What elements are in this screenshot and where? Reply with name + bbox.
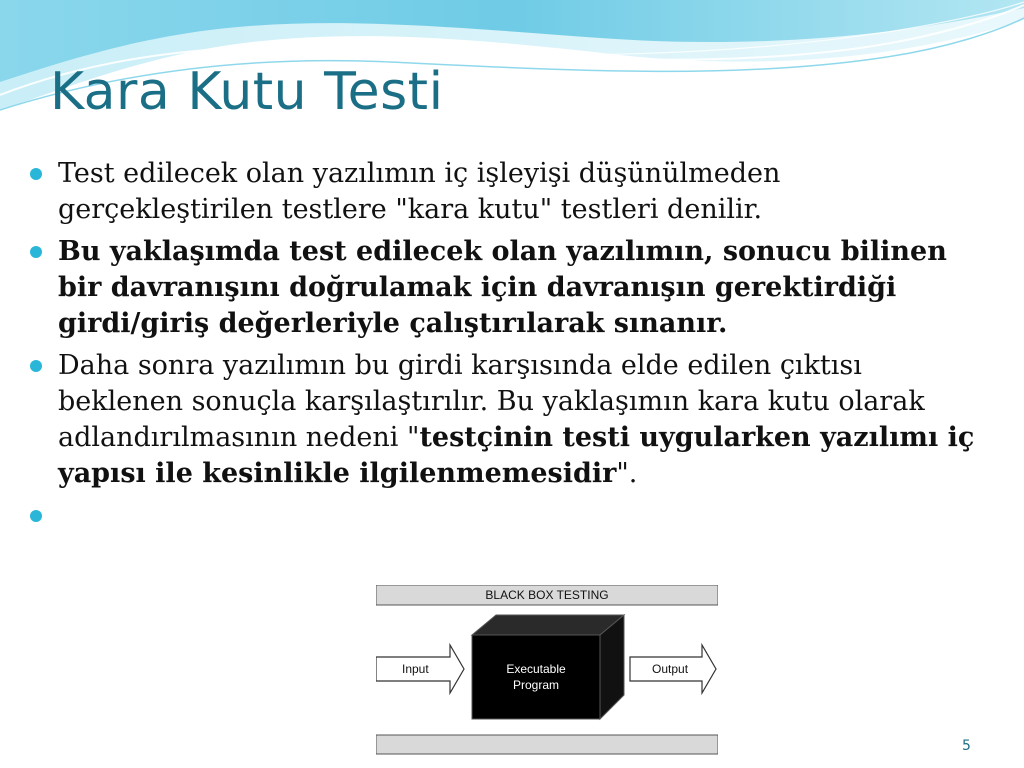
output-label: Output <box>652 662 689 676</box>
bullet-item <box>30 348 990 492</box>
bullet-dot-icon <box>30 510 42 522</box>
cube-top <box>472 615 624 635</box>
bullet-dot-icon <box>30 168 42 180</box>
diagram-footer-bar <box>376 735 718 754</box>
input-label: Input <box>402 662 429 676</box>
diagram-header-text: BLACK BOX TESTING <box>485 588 609 602</box>
black-box-diagram <box>376 585 718 755</box>
bullet-item <box>30 156 990 228</box>
box-label-line1: Executable <box>506 662 566 676</box>
bullet-item-empty <box>30 498 990 534</box>
bullet-item <box>30 234 990 342</box>
box-label-line2: Program <box>512 678 560 692</box>
bullet-text: Test edilecek olan yazılımın iç işleyişi düşünülmeden gerçekleştirilen testlere "kara kutu" testleri denilir. <box>58 158 781 225</box>
bullet-text-bold: testçinin testi uygularken yazılımı iç yapısı ile kesinlikle ilgilenmemesidir <box>58 422 975 489</box>
page-number: 5 <box>962 738 971 754</box>
slide-title: Kara Kutu Testi <box>50 62 444 122</box>
bullet-text: Bu yaklaşımda test edilecek olan yazılımın, sonucu bilinen bir davranışını doğrulamak için davranışın gerektirdiği girdi/giriş değerleriyle çalıştırılarak sınanır. <box>58 236 947 339</box>
bullet-text-after: ". <box>616 458 638 489</box>
bullet-text-before: Daha sonra yazılımın bu girdi karşısında elde edilen çıktısı beklenen sonuçla karşılaştırılır. Bu yaklaşımın kara kutu olarak adlandırılmasının nedeni " <box>58 350 925 453</box>
bullet-dot-icon <box>30 246 42 258</box>
bullet-dot-icon <box>30 360 42 372</box>
bullet-list <box>30 156 990 540</box>
cube-front <box>472 635 600 719</box>
